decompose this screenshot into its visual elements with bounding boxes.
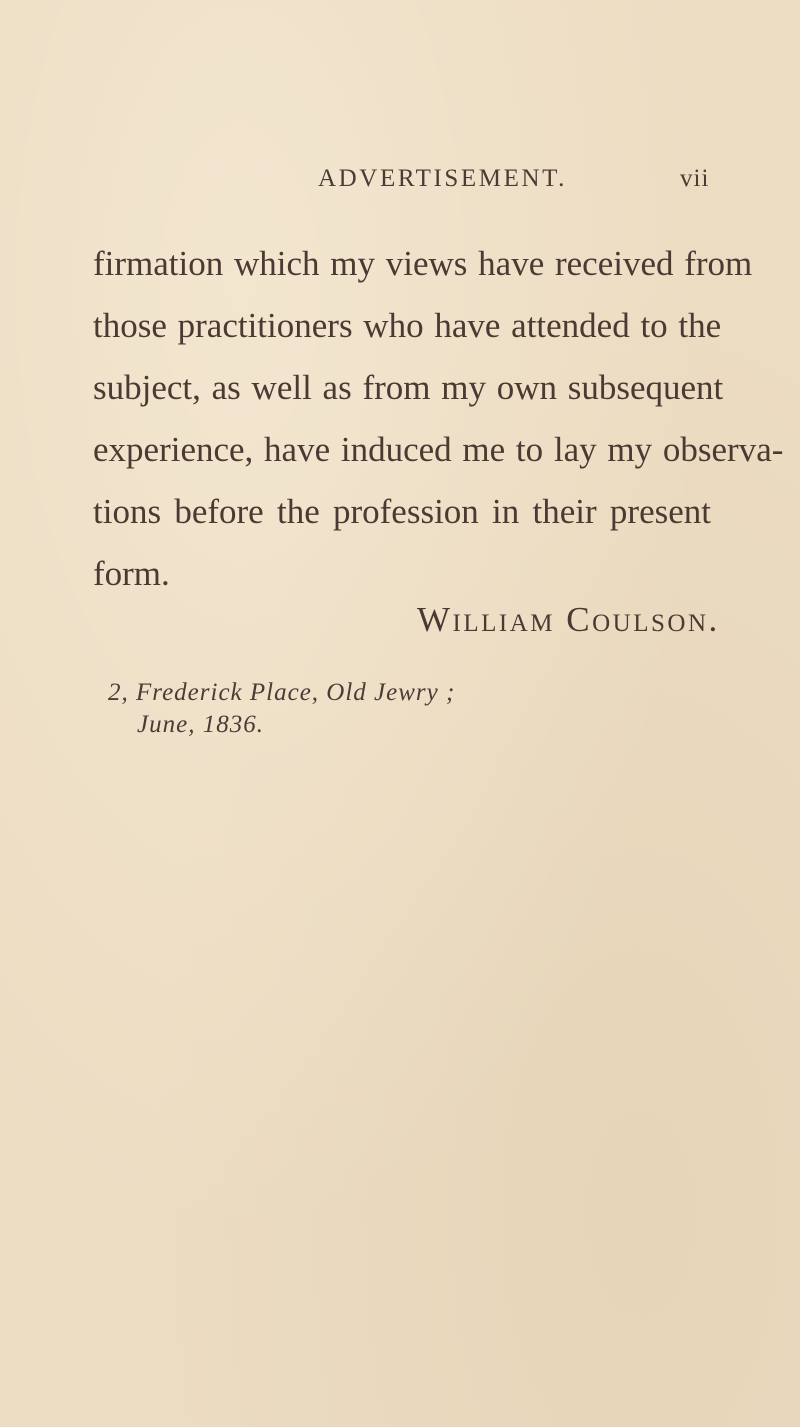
running-title: ADVERTISEMENT. (318, 165, 567, 192)
text-line: form. (93, 554, 170, 593)
dateline (108, 677, 455, 741)
text-line: experience, have induced me to lay my observa- (93, 430, 784, 469)
page-number: vii (680, 165, 710, 192)
text-line: subject, as well as from my own subsequent (93, 368, 724, 407)
date-line: June, 1836. (137, 711, 264, 738)
text-line: those practitioners who have attended to the (93, 306, 722, 345)
text-line: tions before the profession in their present (93, 492, 711, 531)
running-head (0, 165, 800, 199)
text-line: firmation which my views have received from (93, 244, 753, 283)
address-line: 2, Frederick Place, Old Jewry ; (108, 679, 456, 706)
body-paragraph (93, 238, 784, 610)
author-signature: William Coulson. (417, 600, 720, 639)
